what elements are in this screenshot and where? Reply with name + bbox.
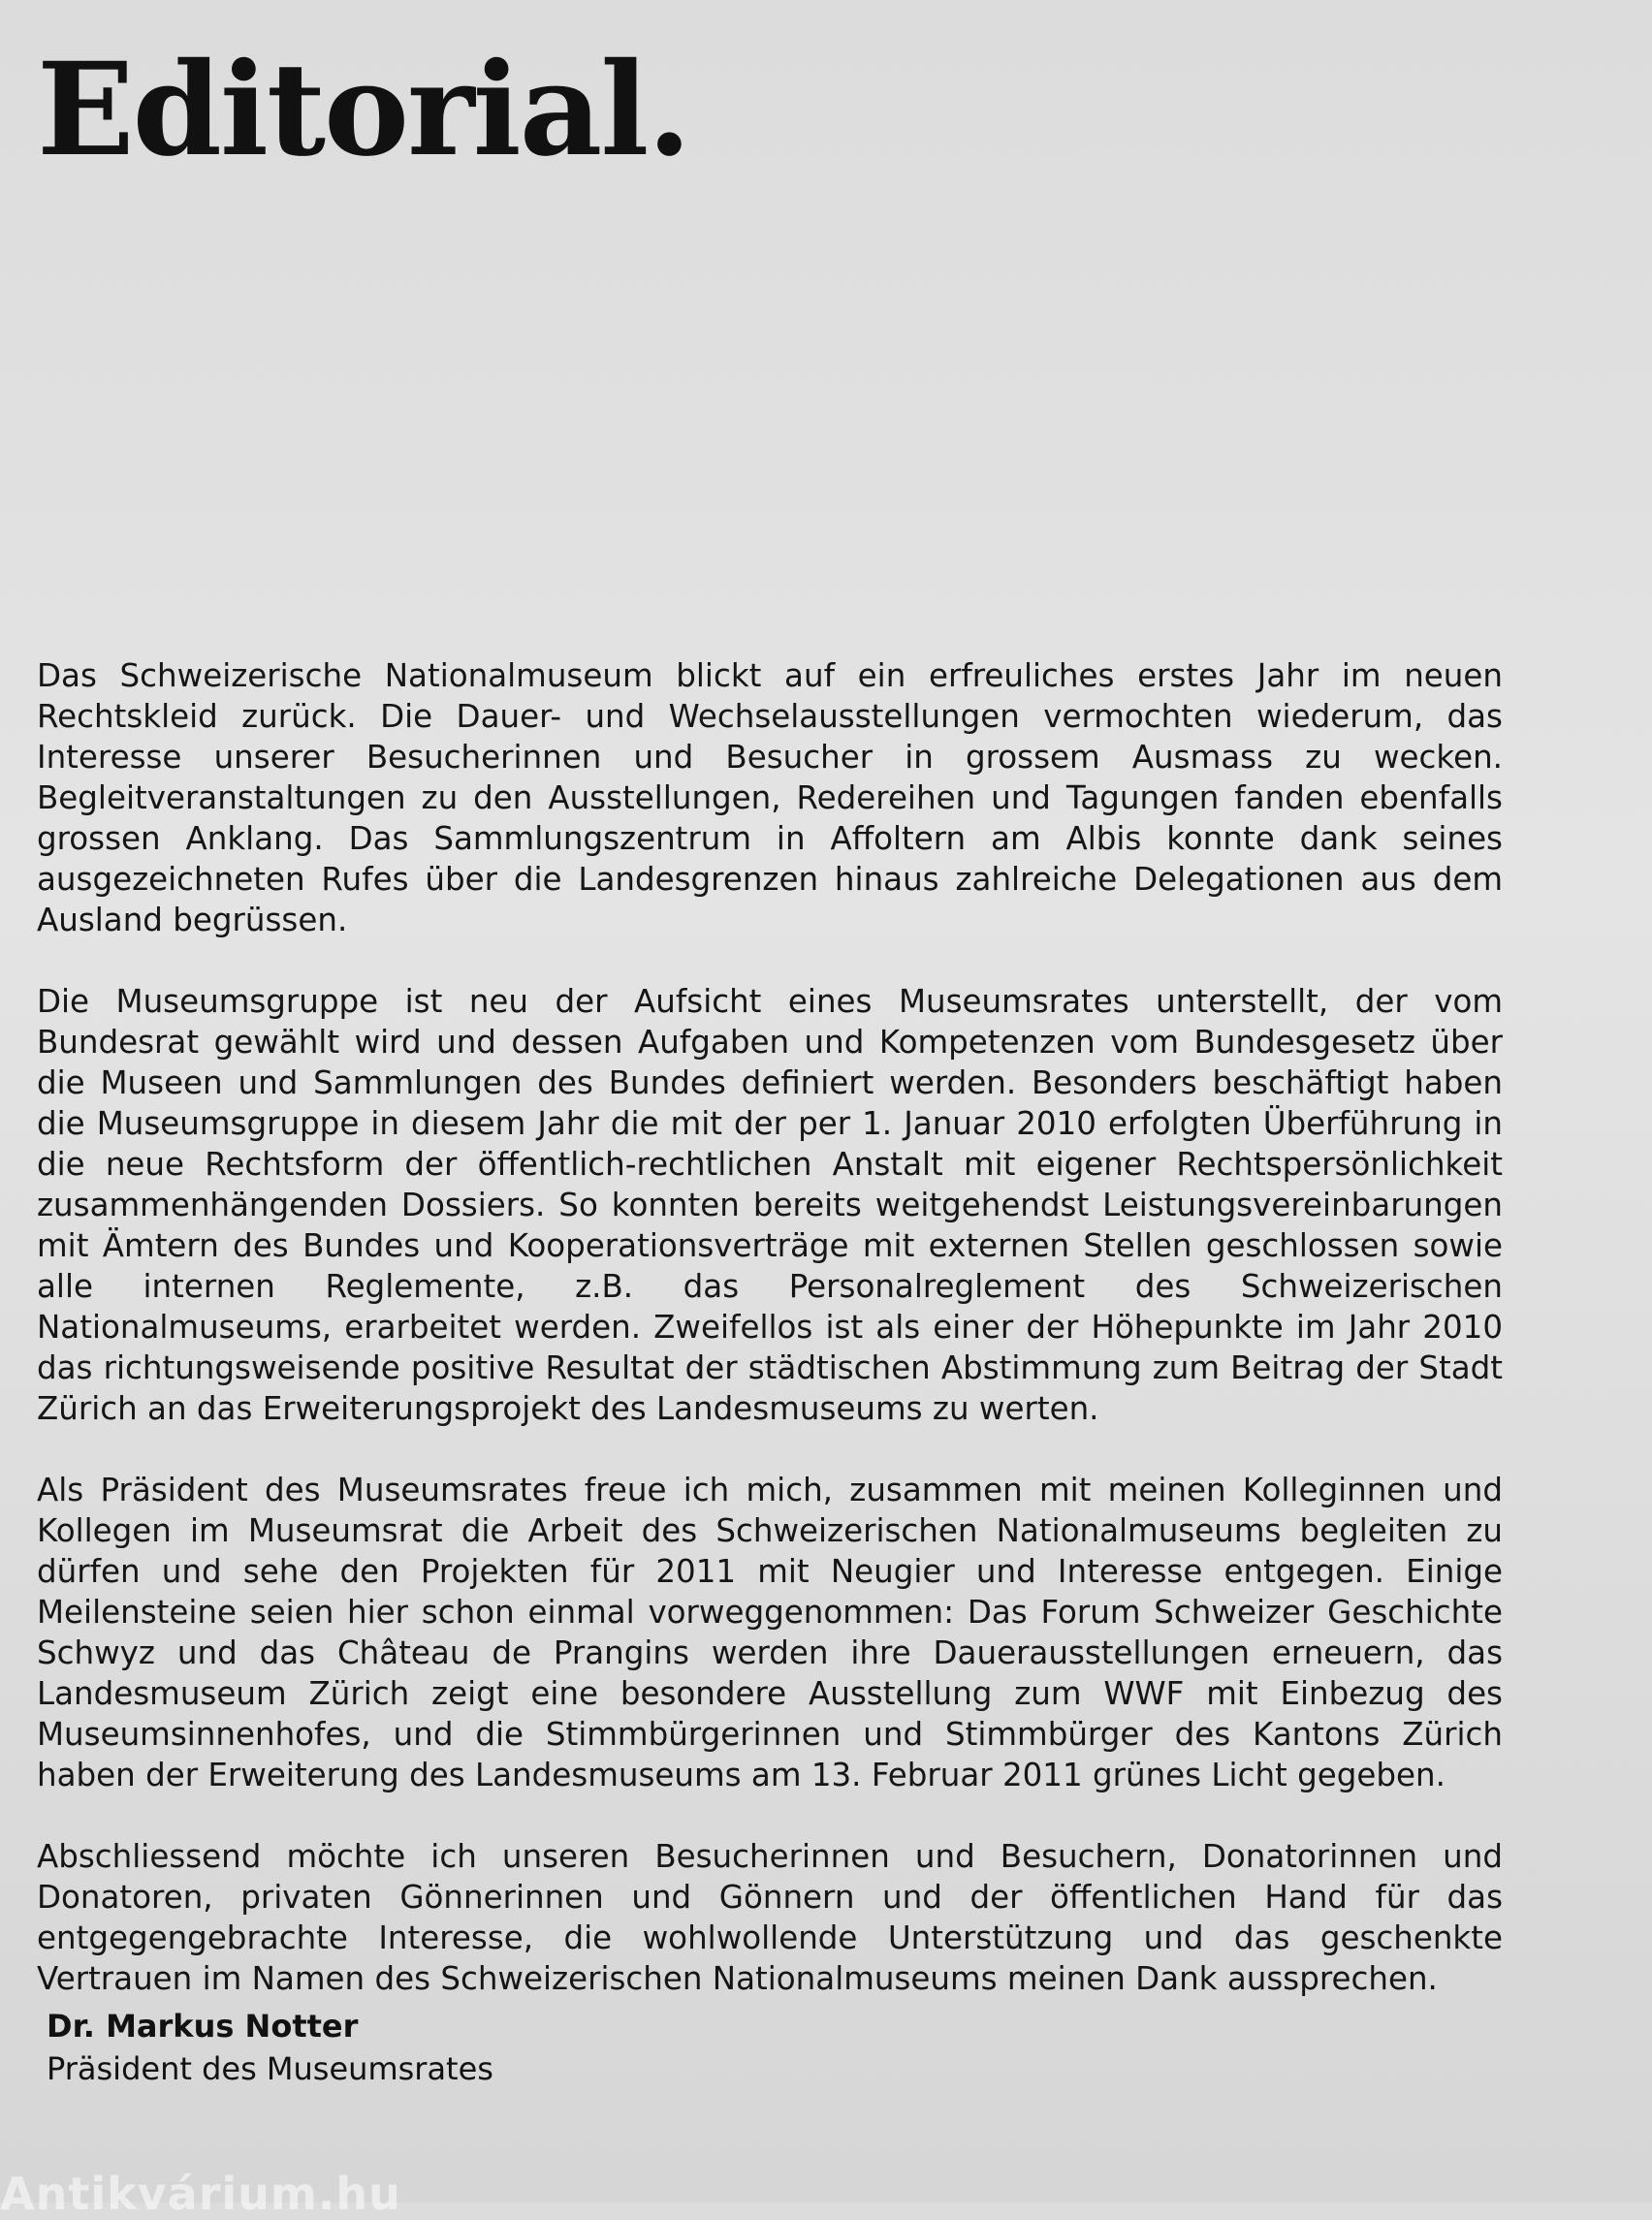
editorial-body (37, 655, 1503, 2040)
paragraph-4: Abschliessend möchte ich unseren Besucherinnen und Besuchern, Donatorinnen und Donatoren, privaten Gönnerinnen und Gönnern und der öffentlichen Hand für das entgegengebrachte Interesse, die wohlwollende Unterstützung und das geschenkte Vertrauen im Namen des Schweizerischen Nationalmuseums meinen Dank aussprechen. (37, 1838, 1503, 1997)
paragraph-3: Als Präsident des Museumsrates freue ich mich, zusammen mit meinen Kolleginnen und Kollegen im Museumsrat die Arbeit des Schweizerischen Nationalmuseums begleiten zu dürfen und sehe den Projekten für 2011 mit Neugier und Interesse entgegen. Einige Meilensteine seien hier schon einmal vorweggenommen: Das Forum Schweizer Geschichte Schwyz und das Château de Prangins werden ihre Dauerausstellungen erneuern, das Landesmuseum Zürich zeigt eine besondere Ausstellung zum WWF mit Einbezug des Museumsinnenhofes, und die Stimmbürgerinnen und Stimmbürger des Kantons Zürich haben der Erweiterung des Landesmuseums am 13. Februar 2011 grünes Licht gegeben. (37, 1472, 1503, 1793)
watermark: Antikvárium.hu (0, 2168, 401, 2220)
paragraph-2: Die Museumsgruppe ist neu der Aufsicht eines Museumsrates unterstellt, der vom Bundesrat gewählt wird und dessen Aufgaben und Kompetenzen vom Bundesgesetz über die Museen und Sammlungen des Bundes definiert werden. Besonders beschäftigt haben die Museumsgruppe in diesem Jahr die mit der per 1. Januar 2010 erfolgten Überführung in die neue Rechtsform der öffentlich-rechtlichen Anstalt mit eigener Rechtspersönlichkeit zusammenhängenden Dossiers. So konnten bereits weitgehendst Leistungsvereinbarungen mit Ämtern des Bundes und Kooperationsverträge mit externen Stellen geschlossen sowie alle internen Reglemente, z.B. das Personalreglement des Schweizerischen Nationalmuseums, erarbeitet werden. Zweifellos ist als einer der Höhepunkte im Jahr 2010 das richtungsweisende positive Resultat der städtischen Abstimmung zum Beitrag der Stadt Zürich an das Erweiterungsprojekt des Landesmuseums zu werten. (37, 983, 1503, 1427)
signature-name: Dr. Markus Notter (47, 2008, 359, 2045)
signature-role: Präsident des Museumsrates (47, 2050, 493, 2087)
page-title: Editorial. (37, 35, 690, 185)
paragraph-1: Das Schweizerische Nationalmuseum blickt auf ein erfreuliches erstes Jahr im neuen Rechtskleid zurück. Die Dauer- und Wechselausstellungen vermochten wiederum, das Interesse unserer Besucherinnen und Besucher in grossem Ausmass zu wecken. Begleitveranstaltungen zu den Ausstellungen, Redereihen und Tagungen fanden ebenfalls grossen Anklang. Das Sammlungszentrum in Affoltern am Albis konnte dank seines ausgezeichneten Rufes über die Landesgrenzen hinaus zahlreiche Delegationen aus dem Ausland begrüssen. (37, 657, 1503, 938)
signature-block (47, 2005, 493, 2090)
